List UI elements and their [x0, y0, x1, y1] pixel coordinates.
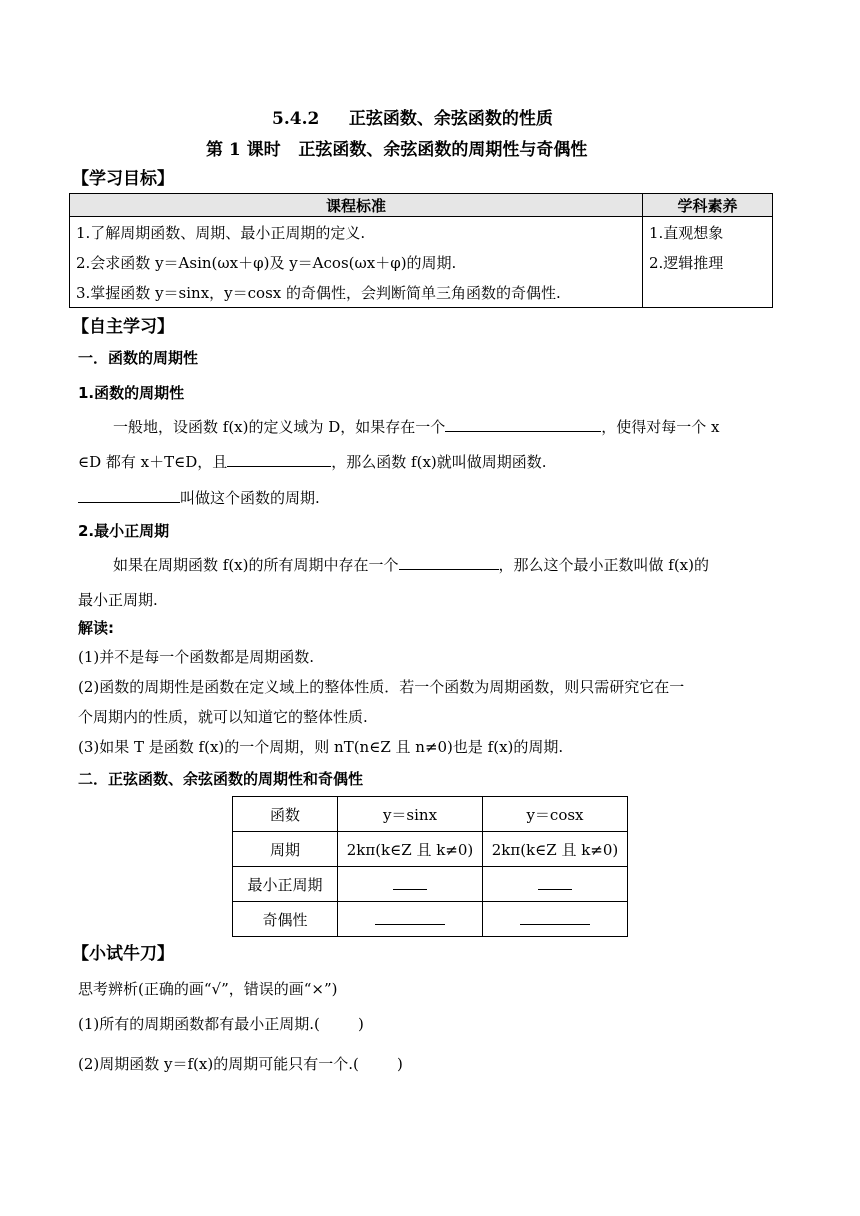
answer-blank[interactable] [538, 875, 572, 890]
p1-line1-tail: ，使得对每一个 x [601, 418, 720, 436]
section-goals-heading: 【学习目标】 [72, 169, 174, 189]
p2-line2: 最小正周期. [78, 591, 158, 609]
interpretation-item: (1)并不是每一个函数都是周期函数. [78, 648, 315, 666]
goals-header-literacy: 学科素养 [643, 194, 773, 217]
answer-blank[interactable] [227, 452, 331, 467]
page-title: 5.4.2 正弦函数、余弦函数的性质 [272, 109, 553, 129]
table-cell [483, 867, 628, 902]
question-2: (2)周期函数 y＝f(x)的周期可能只有一个.( ) [78, 1055, 403, 1073]
literacy-cell [643, 217, 773, 308]
think-intro: 思考辨析(正确的画“√”，错误的画“×”) [78, 980, 338, 998]
table-row [233, 867, 628, 902]
table-row [233, 832, 628, 867]
p1-line1-text: 一般地，设函数 f(x)的定义域为 D，如果存在一个 [113, 418, 446, 436]
literacy-item: 2.逻辑推理 [649, 254, 724, 272]
p2-heading: 2.最小正周期 [78, 522, 170, 540]
table-cell: 周期 [233, 832, 338, 867]
standards-cell [70, 217, 643, 308]
page-subtitle: 第 1 课时 正弦函数、余弦函数的周期性与奇偶性 [206, 140, 588, 160]
standard-item: 1.了解周期函数、周期、最小正周期的定义. [76, 224, 366, 242]
p1-line2 [78, 451, 547, 472]
table-row [233, 902, 628, 937]
part2-heading: 二．正弦函数、余弦函数的周期性和奇偶性 [78, 770, 364, 788]
section-try-heading: 【小试牛刀】 [72, 944, 174, 964]
table-cell [338, 902, 483, 937]
literacy-item: 1.直观想象 [649, 224, 724, 242]
table-cell [483, 902, 628, 937]
answer-blank[interactable] [78, 488, 180, 503]
p1-line1 [113, 416, 720, 437]
interpretation-item: (2)函数的周期性是函数在定义域上的整体性质．若一个函数为周期函数，则只需研究它在一 [78, 678, 685, 696]
standard-item: 3.掌握函数 y＝sinx，y＝cosx 的奇偶性，会判断简单三角函数的奇偶性. [76, 284, 561, 302]
interpretation-item: 个周期内的性质，就可以知道它的整体性质. [78, 708, 368, 726]
table-cell: 2kπ(k∈Z 且 k≠0) [338, 832, 483, 867]
table-row [233, 797, 628, 832]
table-cell: 2kπ(k∈Z 且 k≠0) [483, 832, 628, 867]
table-cell: 最小正周期 [233, 867, 338, 902]
p2-line1-text: 如果在周期函数 f(x)的所有周期中存在一个 [113, 556, 399, 574]
standard-item: 2.会求函数 y＝Asin(ωx＋φ)及 y＝Acos(ωx＋φ)的周期. [76, 254, 457, 272]
p1-line2-text: ∈D 都有 x＋T∈D，且 [78, 453, 228, 471]
properties-table [232, 796, 628, 937]
interpretation-item: (3)如果 T 是函数 f(x)的一个周期，则 nT(n∈Z 且 n≠0)也是 f(x)的周期. [78, 738, 564, 756]
table-cell [338, 867, 483, 902]
table-cell: 奇偶性 [233, 902, 338, 937]
table-cell: y＝sinx [338, 797, 483, 832]
table-cell: y＝cosx [483, 797, 628, 832]
section-self-study-heading: 【自主学习】 [72, 317, 174, 337]
p1-heading: 1.函数的周期性 [78, 384, 185, 402]
answer-blank[interactable] [375, 910, 445, 925]
p1-line2-tail: ，那么函数 f(x)就叫做周期函数. [331, 453, 547, 471]
p1-line3 [78, 487, 320, 508]
interpretation-heading: 解读: [78, 619, 114, 637]
answer-blank[interactable] [520, 910, 590, 925]
p2-line1 [113, 554, 709, 575]
answer-blank[interactable] [445, 417, 601, 432]
goals-header-standards: 课程标准 [70, 194, 643, 217]
p1-line3-text: 叫做这个函数的周期. [180, 489, 320, 507]
answer-blank[interactable] [393, 875, 427, 890]
p2-line1-tail: ，那么这个最小正数叫做 f(x)的 [498, 556, 709, 574]
answer-blank[interactable] [399, 555, 499, 570]
table-cell: 函数 [233, 797, 338, 832]
goals-table [69, 193, 773, 308]
question-1: (1)所有的周期函数都有最小正周期.( ) [78, 1015, 364, 1033]
part1-heading: 一．函数的周期性 [78, 349, 199, 367]
